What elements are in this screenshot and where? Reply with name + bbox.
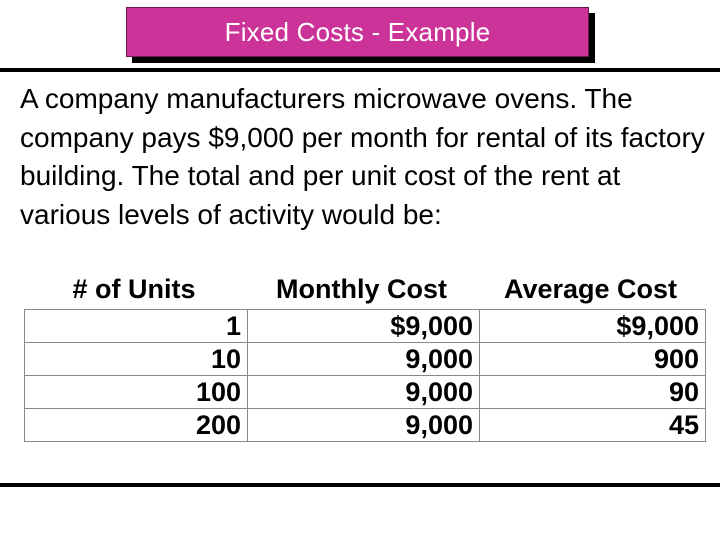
table-row <box>25 376 706 409</box>
cost-table <box>24 269 706 442</box>
cell-monthly-cost: 9,000 <box>248 343 480 376</box>
cell-average-cost: $9,000 <box>480 310 706 343</box>
header-average-cost: Average Cost <box>503 273 678 304</box>
cell-units: 1 <box>25 310 248 343</box>
cell-units: 100 <box>25 376 248 409</box>
cell-units: 10 <box>25 343 248 376</box>
table-header-row <box>25 269 706 310</box>
cell-units: 200 <box>25 409 248 442</box>
bottom-divider <box>0 483 720 487</box>
slide-title: Fixed Costs - Example <box>224 16 491 47</box>
description-paragraph: A company manufacturers microwave ovens. The company pays $9,000 per month for rental of its factory building. The total and per unit cost of the rent at various levels of activity would be: <box>20 83 705 230</box>
top-divider <box>0 68 720 72</box>
table-row <box>25 343 706 376</box>
header-monthly-cost: Monthly Cost <box>276 273 447 304</box>
cell-monthly-cost: 9,000 <box>248 376 480 409</box>
cell-monthly-cost: 9,000 <box>248 409 480 442</box>
header-units: # of Units <box>72 273 196 304</box>
cell-average-cost: 45 <box>480 409 706 442</box>
cell-monthly-cost: $9,000 <box>248 310 480 343</box>
cell-average-cost: 900 <box>480 343 706 376</box>
cell-average-cost: 90 <box>480 376 706 409</box>
title-banner <box>126 7 589 57</box>
table-row <box>25 310 706 343</box>
table-row <box>25 409 706 442</box>
